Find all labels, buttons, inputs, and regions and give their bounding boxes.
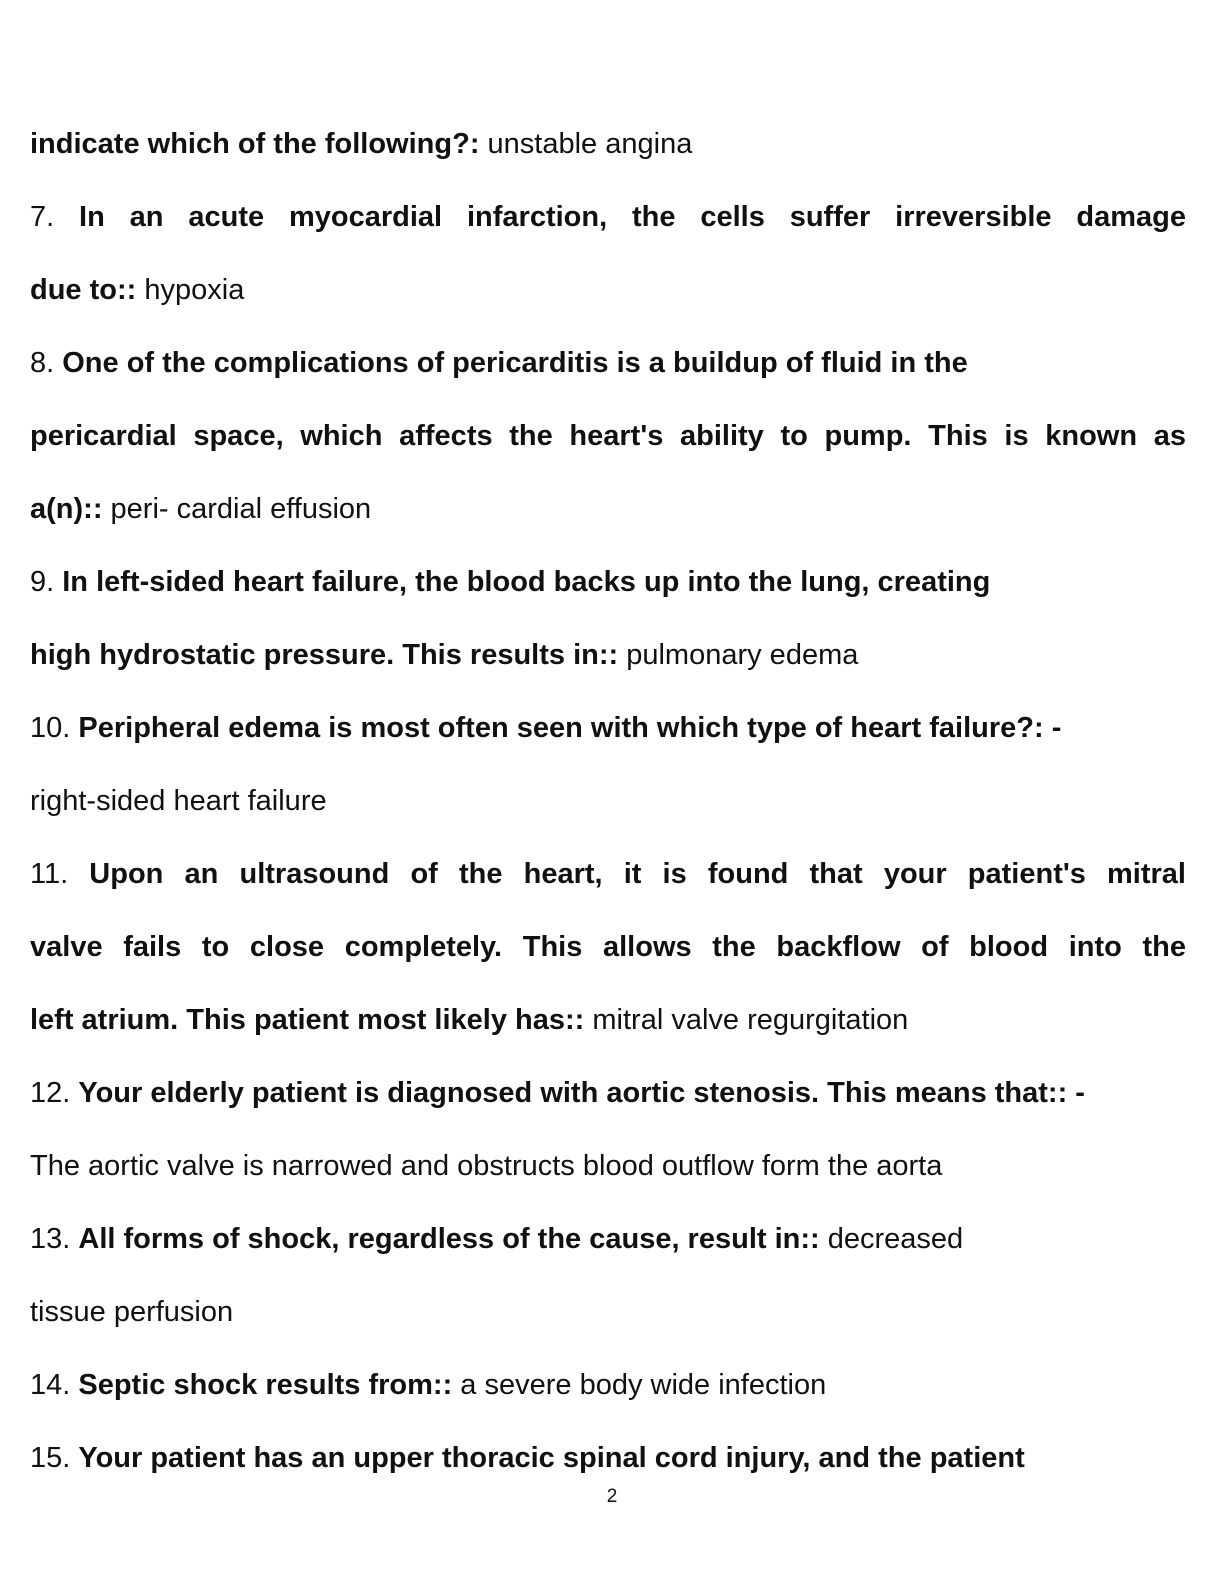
text-line	[30, 108, 1186, 181]
question-text: All forms of shock, regardless of the cause, result in::	[78, 1223, 820, 1255]
question-number: 12.	[30, 1077, 79, 1109]
answer-text: The aortic valve is narrowed and obstructs blood outflow form the aorta	[30, 1150, 943, 1182]
text-line	[30, 1422, 1186, 1495]
answer-text: hypoxia	[136, 274, 245, 306]
answer-text: tissue perfusion	[30, 1296, 234, 1328]
question-text: left atrium. This patient most likely has::	[30, 1004, 585, 1036]
answer-text: right-sided heart failure	[30, 785, 327, 817]
question-text: indicate which of the following?:	[30, 128, 480, 160]
page-number: 2	[606, 1486, 618, 1507]
text-line	[30, 838, 1186, 911]
question-text: Peripheral edema is most often seen with which type of heart failure?: -	[78, 712, 1062, 744]
question-number: 14.	[30, 1369, 79, 1401]
question-number: 7.	[30, 201, 80, 233]
question-number: 8.	[30, 347, 63, 379]
question-text: In left-sided heart failure, the blood backs up into the lung, creating	[62, 566, 991, 598]
text-line	[30, 1130, 1186, 1203]
question-text: Septic shock results from::	[78, 1369, 453, 1401]
text-line	[30, 911, 1186, 984]
text-line	[30, 1349, 1186, 1422]
question-text: Your elderly patient is diagnosed with aortic stenosis. This means that:: -	[78, 1077, 1085, 1109]
text-line	[30, 984, 1186, 1057]
text-line	[30, 254, 1186, 327]
question-text: due to::	[30, 274, 137, 306]
question-text: a(n)::	[30, 493, 103, 525]
text-line	[30, 692, 1186, 765]
text-line	[30, 400, 1186, 473]
text-line	[30, 473, 1186, 546]
question-number: 13.	[30, 1223, 79, 1255]
answer-text: pulmonary edema	[618, 639, 859, 671]
text-line	[30, 765, 1186, 838]
text-line	[30, 181, 1186, 254]
question-number: 11.	[30, 858, 90, 890]
text-line	[30, 327, 1186, 400]
answer-text: a severe body wide infection	[452, 1369, 827, 1401]
question-text: pericardial space, which affects the heart's ability to pump. This is known as	[30, 420, 1186, 452]
answer-text: peri- cardial effusion	[102, 493, 372, 525]
question-text: One of the complications of pericarditis is a buildup of fluid in the	[62, 347, 968, 379]
question-text: Upon an ultrasound of the heart, it is found that your patient's mitral	[89, 858, 1186, 890]
answer-text: mitral valve regurgitation	[584, 1004, 909, 1036]
question-text: In an acute myocardial infarction, the cells suffer irreversible damage	[79, 201, 1186, 233]
question-number: 15.	[30, 1442, 79, 1474]
text-line	[30, 1276, 1186, 1349]
document-body	[30, 108, 1186, 1495]
question-text: high hydrostatic pressure. This results in::	[30, 639, 619, 671]
question-number: 10.	[30, 712, 79, 744]
answer-text: decreased	[819, 1223, 964, 1255]
answer-text: unstable angina	[479, 128, 693, 160]
text-line	[30, 1203, 1186, 1276]
text-line	[30, 619, 1186, 692]
question-text: Your patient has an upper thoracic spinal cord injury, and the patient	[78, 1442, 1025, 1474]
text-line	[30, 1057, 1186, 1130]
text-line	[30, 546, 1186, 619]
question-number: 9.	[30, 566, 63, 598]
question-text: valve fails to close completely. This allows the backflow of blood into the	[30, 931, 1186, 963]
